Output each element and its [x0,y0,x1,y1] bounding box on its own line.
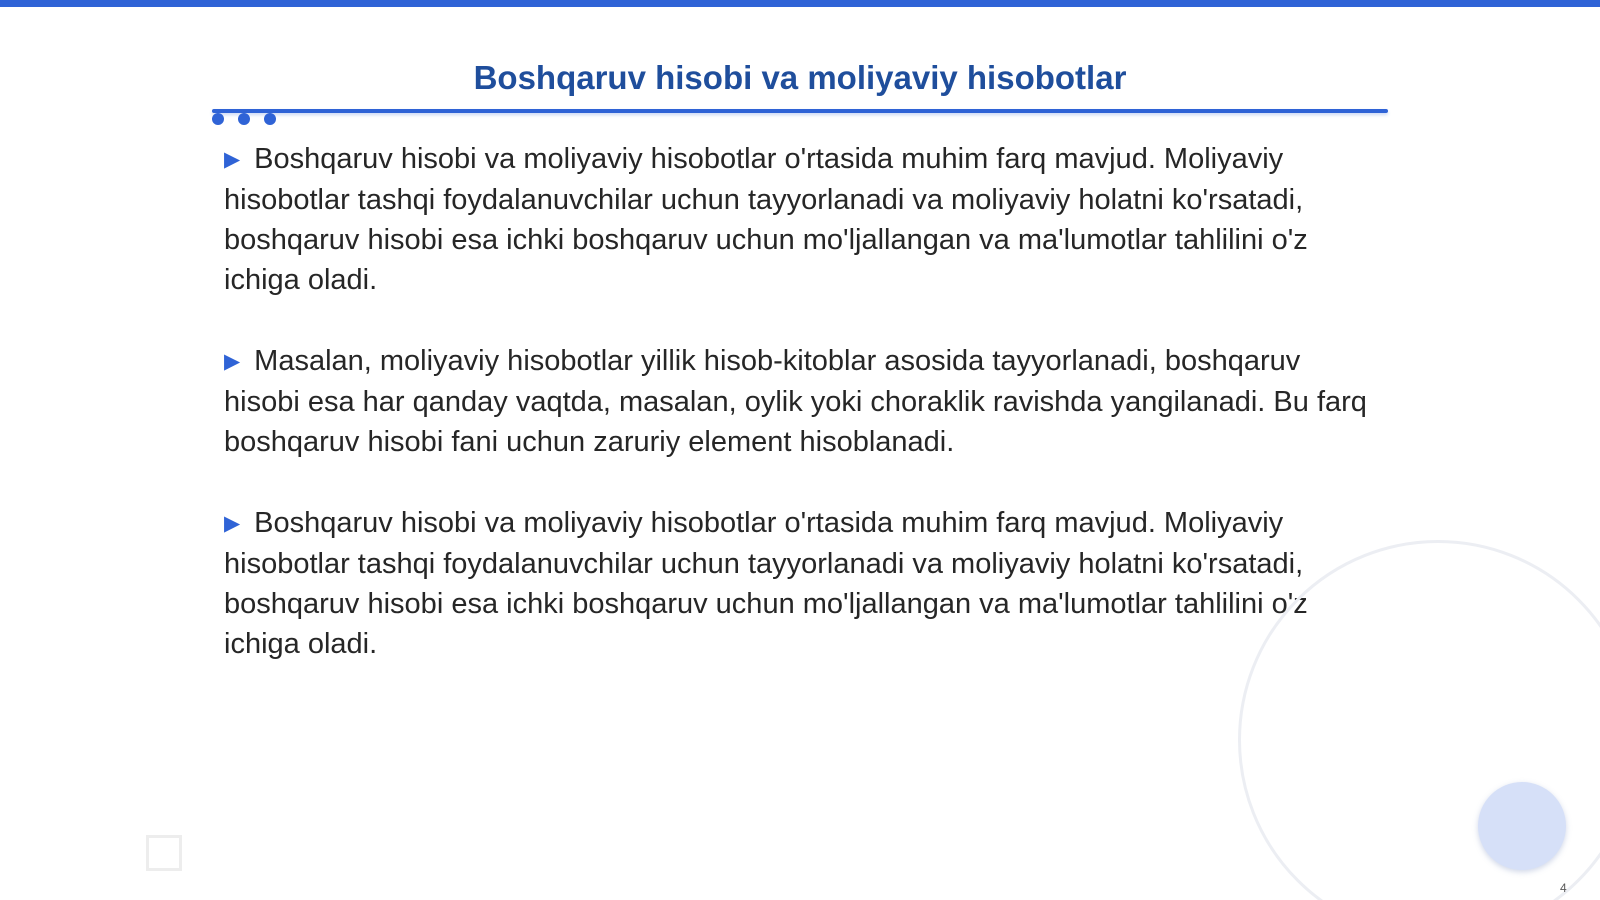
bullet-text: Boshqaruv hisobi va moliyaviy hisobotlar o'rtasida muhim farq mavjud. Moliyaviy hisobotlar tashqi foydalanuvchilar uchun tayyorlanadi va moliyaviy holatni ko'rsatadi, boshqaruv hisobi esa ichki boshqaruv uchun mo'ljallangan va ma'lumotlar tahlilini o'z ichiga oladi. [224,507,1308,660]
bullet-list [224,139,1374,705]
decorative-square [146,835,182,871]
bullet-item [224,503,1374,664]
page-number: 4 [1560,881,1567,895]
decorative-dot [238,113,250,125]
top-accent-bar [0,0,1600,7]
decorative-dot [264,113,276,125]
triangle-right-icon: ▶ [224,350,241,373]
decorative-circle [1478,782,1566,870]
title-underline [212,109,1388,113]
bullet-text: Boshqaruv hisobi va moliyaviy hisobotlar o'rtasida muhim farq mavjud. Moliyaviy hisobotlar tashqi foydalanuvchilar uchun tayyorlanadi va moliyaviy holatni ko'rsatadi, boshqaruv hisobi esa ichki boshqaruv uchun mo'ljallangan va ma'lumotlar tahlilini o'z ichiga oladi. [224,143,1308,296]
bullet-item [224,341,1374,462]
bullet-text: Masalan, moliyaviy hisobotlar yillik hisob-kitoblar asosida tayyorlanadi, boshqaruv hisobi esa har qanday vaqtda, masalan, oylik yoki choraklik ravishda yangilanadi. Bu farq boshqaruv hisobi fani uchun zaruriy element hisoblanadi. [224,345,1367,458]
triangle-right-icon: ▶ [224,148,241,171]
decorative-dot [212,113,224,125]
triangle-right-icon: ▶ [224,512,241,535]
slide-title: Boshqaruv hisobi va moliyaviy hisobotlar [473,59,1127,96]
bullet-item [224,139,1374,300]
